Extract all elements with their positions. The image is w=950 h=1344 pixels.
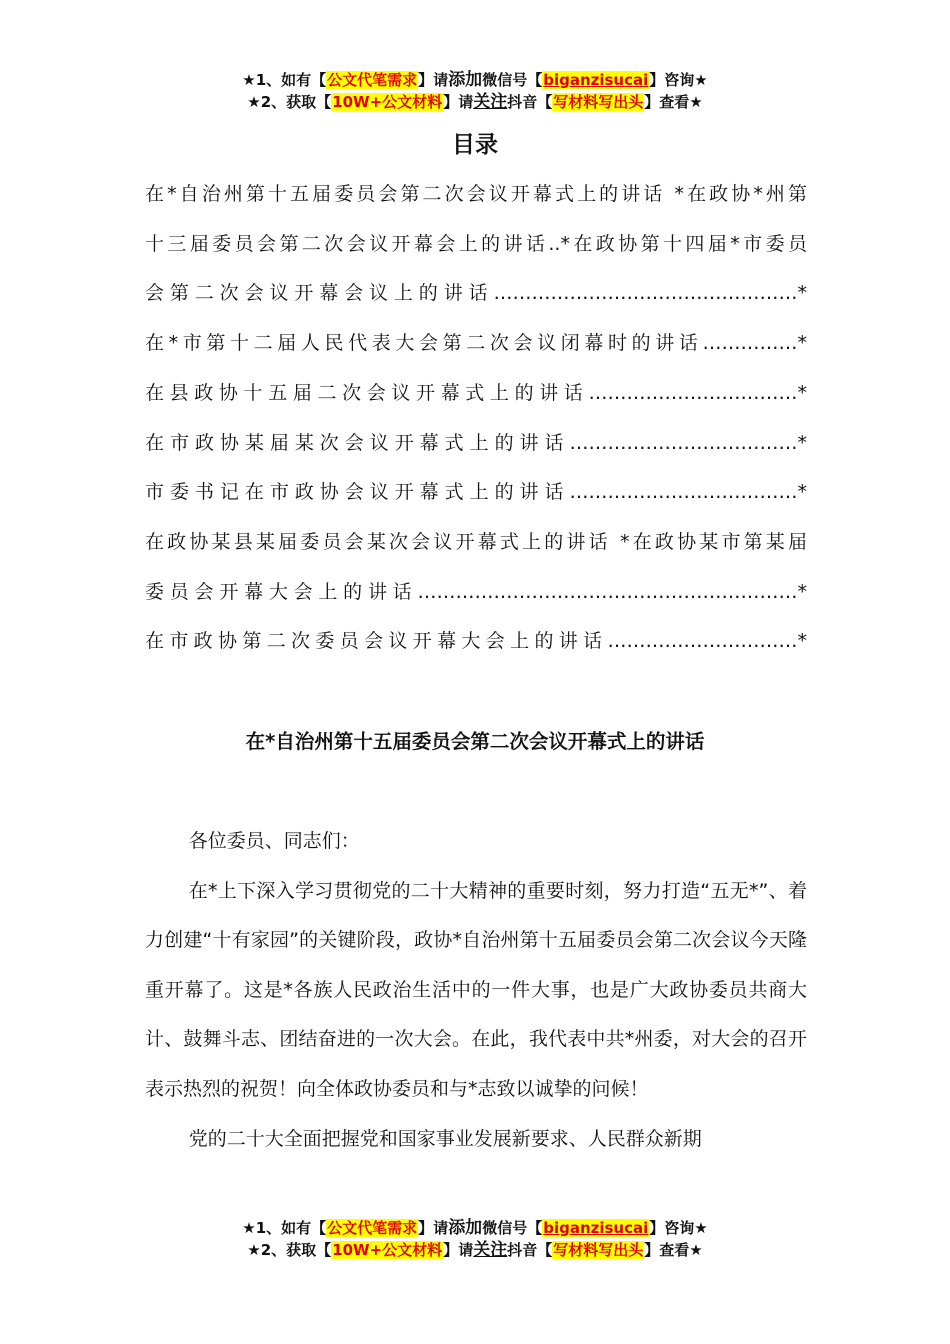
toc-line[interactable]: 委员会开幕大会上的讲话……………………………………………………* bbox=[145, 580, 807, 603]
article-paragraph: 在*上下深入学习贯彻党的二十大精神的重要时刻，努力打造“五无*”、着力创建“十有家园”的关键阶段，政协*自治州第十五届委员会第二次会议今天隆重开幕了。这是*各族人民政治生活中的一件大事，也是广大政协委员共商大计、鼓舞斗志、团结奋进的一次大会。在此，我代表中共*州委，对大会的召开表示热烈的祝贺！向全体政协委员和与*志致以诚挚的问候！ bbox=[145, 879, 807, 1100]
banner-line-2-emphasis: 关注 bbox=[473, 1240, 508, 1260]
toc-line[interactable]: 在县政协十五届二次会议开幕式上的讲话……………………………* bbox=[145, 381, 807, 404]
banner-line-1-prefix: ★1、如有【 bbox=[242, 1219, 327, 1237]
banner-line-1-mid2: 微信号【 bbox=[482, 71, 543, 89]
banner-line-2-mid: 】请 bbox=[443, 1241, 474, 1259]
toc-line[interactable]: 在市政协某届某次会议开幕式上的讲话………………………………* bbox=[145, 431, 807, 454]
banner-line-2-mid2: 抖音【 bbox=[507, 1241, 553, 1259]
banner-line-2 bbox=[0, 1239, 950, 1261]
banner-line-1-wechat-id: biganzisucai bbox=[543, 71, 649, 89]
banner-line-2-mid: 】请 bbox=[443, 93, 474, 111]
banner-line-1-mid: 】请 bbox=[418, 71, 449, 89]
banner-line-1 bbox=[0, 1217, 950, 1239]
article-paragraph: 党的二十大全面把握党和国家事业发展新要求、人民群众新期 bbox=[188, 1127, 702, 1150]
banner-line-2-prefix: ★2、获取【 bbox=[247, 93, 332, 111]
banner-line-1-highlight-service: 公文代笔需求 bbox=[327, 71, 418, 89]
banner-line-2-emphasis: 关注 bbox=[473, 92, 508, 112]
toc-line[interactable]: 在市政协第二次委员会议开幕大会上的讲话…………………………* bbox=[145, 630, 807, 653]
toc-line[interactable]: 在*市第十二届人民代表大会第二次会议闭幕时的讲话……………* bbox=[145, 332, 807, 355]
banner-line-1-emphasis: 添加 bbox=[448, 70, 483, 90]
banner-line-2-highlight-materials: 10W+公文材料 bbox=[332, 1241, 443, 1259]
toc-line[interactable]: 会第二次会议开幕会议上的讲话…………………………………………* bbox=[145, 282, 807, 305]
top-promo-banner bbox=[0, 69, 950, 113]
banner-line-2-prefix: ★2、获取【 bbox=[247, 1241, 332, 1259]
banner-line-1-suffix: 】咨询★ bbox=[649, 71, 708, 89]
banner-line-2-suffix: 】查看★ bbox=[644, 93, 703, 111]
bottom-promo-banner bbox=[0, 1217, 950, 1261]
toc-line[interactable]: 十三届委员会第二次会议开幕会上的讲话..*在政协第十四届*市委员 bbox=[145, 232, 807, 255]
banner-line-2-douyin-id: 写材料写出头 bbox=[553, 1241, 644, 1259]
banner-line-1-wechat-id: biganzisucai bbox=[543, 1219, 649, 1237]
toc-line[interactable]: 在政协某县某届委员会某次会议开幕式上的讲话 *在政协某市第某届 bbox=[145, 530, 807, 553]
banner-line-1-mid: 】请 bbox=[418, 1219, 449, 1237]
banner-line-1-suffix: 】咨询★ bbox=[649, 1219, 708, 1237]
article-body bbox=[145, 817, 807, 1164]
banner-line-2-mid2: 抖音【 bbox=[507, 93, 553, 111]
table-of-contents bbox=[145, 170, 807, 667]
banner-line-2-suffix: 】查看★ bbox=[644, 1241, 703, 1259]
banner-line-1-highlight-service: 公文代笔需求 bbox=[327, 1219, 418, 1237]
banner-line-1 bbox=[0, 69, 950, 91]
banner-line-2-douyin-id: 写材料写出头 bbox=[553, 93, 644, 111]
article-paragraph: 各位委员、同志们： bbox=[188, 830, 360, 852]
toc-line[interactable]: 在*自治州第十五届委员会第二次会议开幕式上的讲话 *在政协*州第 bbox=[145, 183, 807, 205]
toc-title: 目录 bbox=[452, 132, 498, 158]
banner-line-2-highlight-materials: 10W+公文材料 bbox=[332, 93, 443, 111]
toc-line[interactable]: 市委书记在市政协会议开幕式上的讲话………………………………* bbox=[145, 481, 807, 504]
banner-line-1-mid2: 微信号【 bbox=[482, 1219, 543, 1237]
banner-line-1-prefix: ★1、如有【 bbox=[242, 71, 327, 89]
banner-line-1-emphasis: 添加 bbox=[448, 1218, 483, 1238]
article-title: 在*自治州第十五届委员会第二次会议开幕式上的讲话 bbox=[245, 730, 705, 753]
banner-line-2 bbox=[0, 91, 950, 113]
